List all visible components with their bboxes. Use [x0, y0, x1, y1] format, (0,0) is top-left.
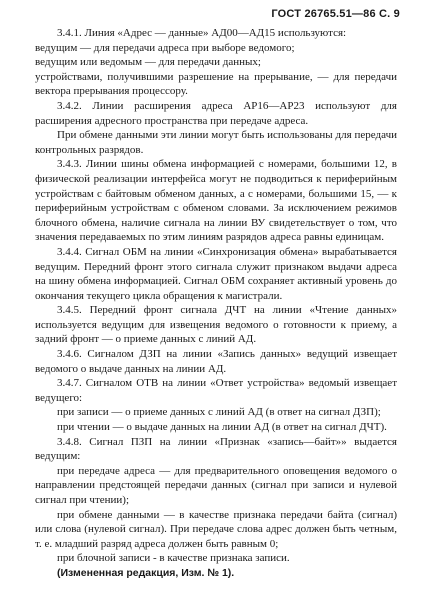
paragraph-p6: При обмене данными эти линии могут быть использованы для передачи контрольных разрядов.: [35, 129, 397, 156]
amendment-note: (Измененная редакция, Изм. № 1).: [57, 566, 235, 579]
paragraph-p15: при передаче адреса — для предварительного оповещения ведомого о направлении предстоящей передачи данных (сигнал при записи и нулевой сигнал при чтении);: [35, 464, 397, 506]
paragraph-p8: 3.4.4. Сигнал ОБМ на линии «Синхронизация обмена» вырабатывается ведущим. Передний фронт этого сигнала служит признаком выдачи адреса на шину обмена информацией. Сигнал ОБМ сохраняет активный уровень до окончания текущего цикла обращения к магистрали.: [35, 245, 397, 302]
paragraph-p17: при блочной записи - в качестве признака записи.: [57, 552, 290, 565]
page-header: ГОСТ 26765.51—86 С. 9: [271, 8, 400, 20]
document-body: [35, 26, 397, 581]
paragraph-p4: устройствами, получившими разрешение на прерывание, — для передачи вектора прерывания процессору.: [35, 70, 397, 98]
paragraph-p11: 3.4.7. Сигналом ОТВ на линии «Ответ устройства» ведомый извещает ведущего:: [35, 377, 397, 404]
paragraph-p2: ведущим — для передачи адреса при выборе ведомого;: [35, 41, 295, 54]
paragraph-p12: при записи — о приеме данных с линий АД (в ответ на сигнал ДЗП);: [57, 406, 381, 419]
paragraph-p13: при чтении — о выдаче данных на линии АД (в ответ на сигнал ДЧТ).: [57, 421, 387, 434]
paragraph-p5: 3.4.2. Линии расширения адреса АР16—АР23 используют для расширения адресного пространства при передаче адреса.: [35, 99, 397, 127]
paragraph-p9: 3.4.5. Передний фронт сигнала ДЧТ на линии «Чтение данных» используется ведущим для извещения ведомого о готовности к приему, а задний фронт — о приеме данных с линий АД.: [35, 304, 397, 346]
paragraph-p10: 3.4.6. Сигналом ДЗП на линии «Запись данных» ведущий извещает ведомого о выдаче данных на линии АД.: [35, 348, 397, 375]
paragraph-p16: при обмене данными — в качестве признака передачи байта (сигнал) или слова (нулевой сигнал). При передаче слова адрес должен быть четным, т. е. младший разряд адреса должен быть равным 0;: [35, 508, 397, 550]
paragraph-p7: 3.4.3. Линии шины обмена информацией с номерами, большими 12, в физической реализации интерфейса могут не подводиться к периферийным устройствам с байтовым обменом данных, а с номерами, большими 15, — к периферийным устройствам с обменом словами. За исключением режимов блочного обмена, наличие сигнала на линии ВУ свидетельствует о том, что значения передаваемых по этим линиям разрядов адреса равны единицам.: [35, 158, 397, 244]
paragraph-p3: ведущим или ведомым — для передачи данных;: [35, 56, 261, 69]
paragraph-p14: 3.4.8. Сигнал ПЗП на линии «Признак «запись—байт»» выдается ведущим:: [35, 435, 397, 463]
paragraph-p1: 3.4.1. Линия «Адрес — данные» АД00—АД15 используются:: [57, 27, 347, 39]
